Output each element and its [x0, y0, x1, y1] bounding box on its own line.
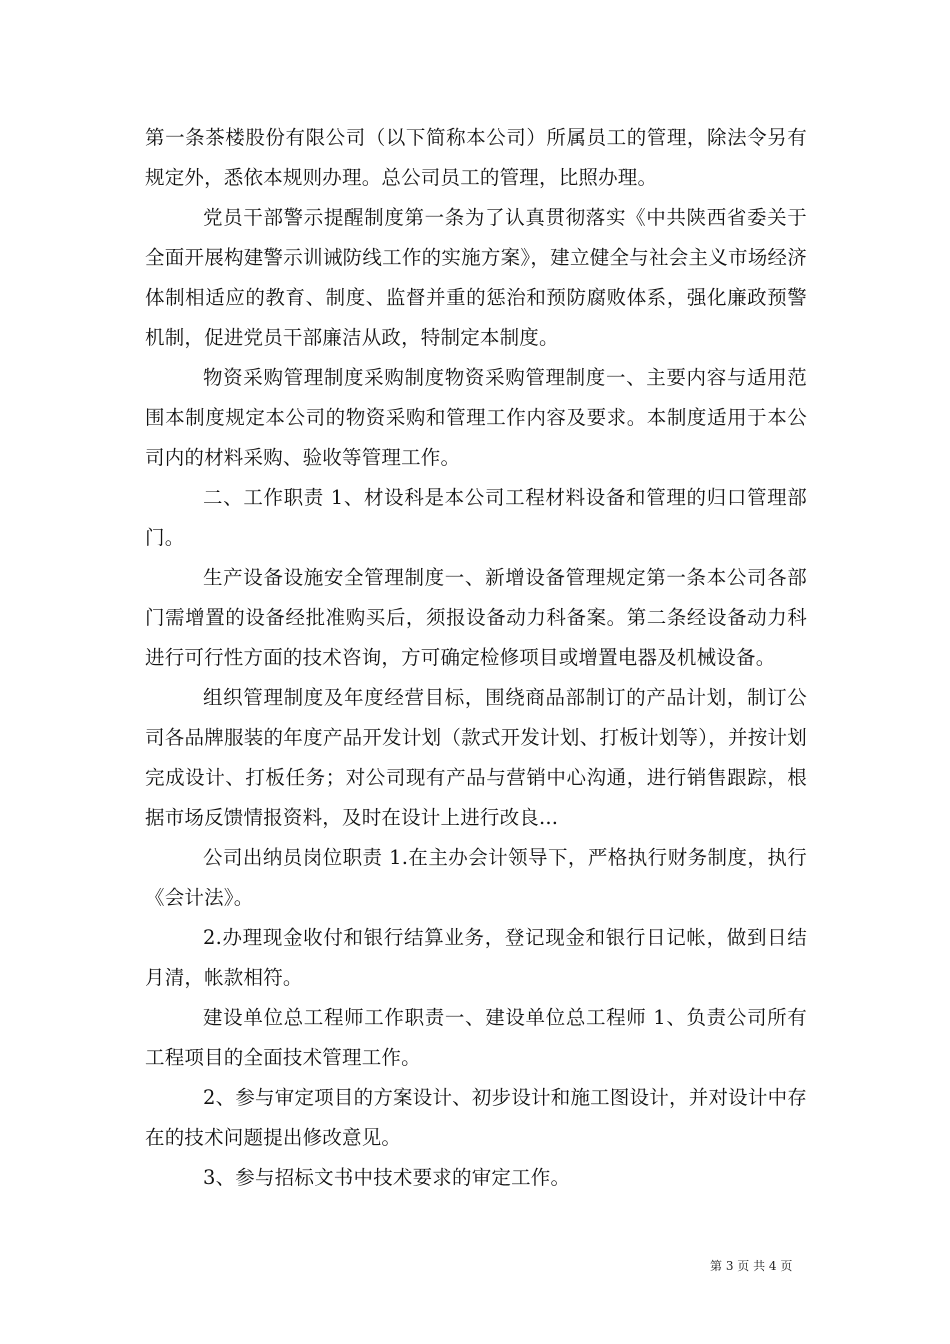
paragraph-3: 物资采购管理制度采购制度物资采购管理制度一、主要内容与适用范围本制度规定本公司的物资采购和管理工作内容及要求。本制度适用于本公司内的材料采购、验收等管理工作。 — [145, 366, 807, 469]
page-number-footer: 第 3 页 共 4 页 — [710, 1259, 793, 1273]
paragraph-6: 组织管理制度及年度经营目标，围绕商品部制订的产品计划，制订公司各品牌服装的年度产品开发计划（款式开发计划、打板计划等），并按计划完成设计、打板任务；对公司现有产品与营销中心沟通，进行销售跟踪，根据市场反馈情报资料，及时在设计上进行改良... — [145, 686, 807, 829]
paragraph-2: 党员干部警示提醒制度第一条为了认真贯彻落实《中共陕西省委关于全面开展构建警示训诫防线工作的实施方案》，建立健全与社会主义市场经济体制相适应的教育、制度、监督并重的惩治和预防腐败体系，强化廉政预警机制，促进党员干部廉洁从政，特制定本制度。 — [145, 206, 807, 349]
document-body — [145, 118, 807, 1198]
paragraph-4: 二、工作职责 1、材设科是本公司工程材料设备和管理的归口管理部门。 — [145, 486, 807, 549]
paragraph-5: 生产设备设施安全管理制度一、新增设备管理规定第一条本公司各部门需增置的设备经批准购买后，须报设备动力科备案。第二条经设备动力科进行可行性方面的技术咨询，方可确定检修项目或增置电器及机械设备。 — [145, 566, 807, 669]
paragraph-9: 建设单位总工程师工作职责一、建设单位总工程师 1、负责公司所有工程项目的全面技术管理工作。 — [145, 1006, 807, 1069]
paragraph-11: 3、参与招标文书中技术要求的审定工作。 — [203, 1166, 571, 1189]
paragraph-1: 第一条茶楼股份有限公司（以下简称本公司）所属员工的管理，除法令另有规定外，悉依本规则办理。总公司员工的管理，比照办理。 — [145, 126, 807, 189]
paragraph-8: 2.办理现金收付和银行结算业务，登记现金和银行日记帐，做到日结月清，帐款相符。 — [145, 926, 807, 989]
paragraph-10: 2、参与审定项目的方案设计、初步设计和施工图设计，并对设计中存在的技术问题提出修改意见。 — [145, 1086, 807, 1149]
paragraph-7: 公司出纳员岗位职责 1.在主办会计领导下，严格执行财务制度，执行《会计法》。 — [145, 846, 807, 909]
